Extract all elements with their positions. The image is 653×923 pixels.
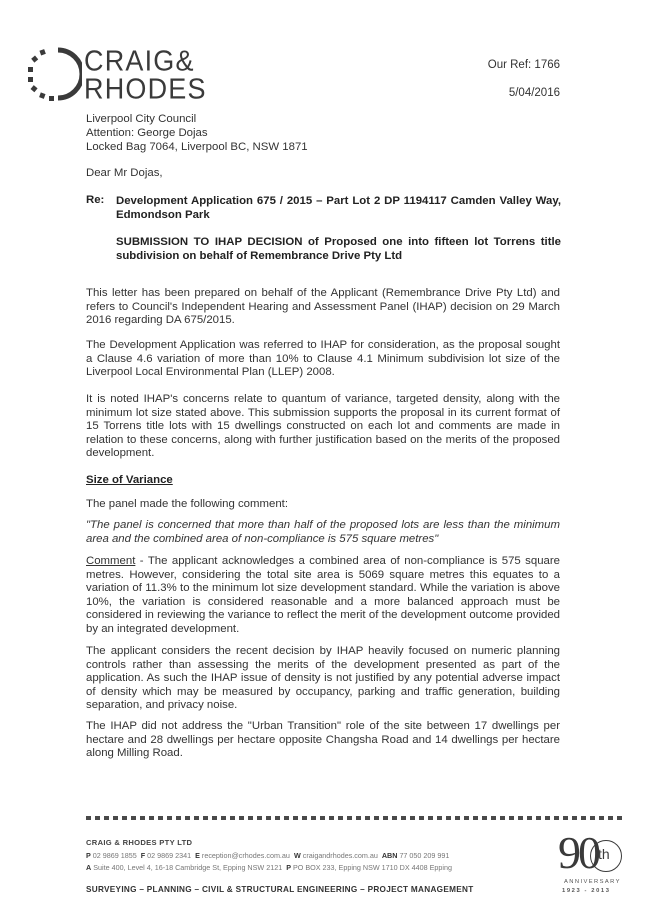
section-heading: Size of Variance xyxy=(86,474,173,486)
footer-divider xyxy=(86,816,623,820)
our-reference: Our Ref: 1766 xyxy=(487,59,560,71)
paragraph-concerns: It is noted IHAP's concerns relate to quantum of variance, targeted density, along with the minimum lot size stated above. This submission supports the proposal in its current format of 15 Torrens title lots with 15 dwellings constructed on each lot and comments are made in relation to these concerns, along with further justification based on the merits of the proposed development. xyxy=(86,393,560,460)
comment-label: Comment xyxy=(86,555,136,567)
footer-address-line xyxy=(86,863,452,872)
re-label: Re: xyxy=(86,194,105,206)
submission-title: SUBMISSION TO IHAP DECISION of Proposed one into fifteen lot Torrens title subdivision on behalf of Remembrance Drive Pty Ltd xyxy=(116,236,561,262)
web-link[interactable]: craigandrhodes.com.au xyxy=(302,851,378,860)
paragraph-referral: The Development Application was referred to IHAP for consideration, as the proposal sought a Clause 4.6 variation of more than 10% to Clause 4.1 Minimum subdivision lot size of the Liverpool Local Environmental Plan (LLEP) 2008. xyxy=(86,339,560,379)
abn-number: 77 050 209 991 xyxy=(399,851,450,860)
salutation: Dear Mr Dojas, xyxy=(86,167,163,179)
footer-company: CRAIG & RHODES PTY LTD xyxy=(86,838,193,847)
recipient-line2: Attention: George Dojas xyxy=(86,127,208,139)
email-label: E xyxy=(195,851,200,860)
logo-ring-icon xyxy=(24,46,82,102)
recipient-line3: Locked Bag 7064, Liverpool BC, NSW 1871 xyxy=(86,141,308,153)
logo-text-line2: RHODES xyxy=(84,73,207,105)
logo-text-line1: CRAIG& xyxy=(84,45,195,77)
anniversary-badge xyxy=(556,827,636,904)
po-box: PO BOX 233, Epping NSW 1710 DX 4408 Epping xyxy=(292,863,453,872)
letter-date: 5/04/2016 xyxy=(508,87,560,99)
paragraph-urban-transition: The IHAP did not address the "Urban Transition" role of the site between 17 dwellings per hectare and 28 dwellings per hectare opposite Changsha Road and 14 dwellings per hectare along Milling Road. xyxy=(86,720,560,760)
company-logo xyxy=(24,40,224,105)
fax-label: F xyxy=(140,851,146,860)
anniversary-years: 1923 - 2013 xyxy=(562,888,611,894)
recipient-line1: Liverpool City Council xyxy=(86,113,197,125)
anniversary-number: 90 xyxy=(558,827,598,878)
email-link[interactable]: reception@crhodes.com.au xyxy=(201,851,290,860)
paragraph-panel-comment: The panel made the following comment: xyxy=(86,498,288,510)
fax-number: 02 9869 2341 xyxy=(147,851,192,860)
paragraph-applicant: The applicant considers the recent decision by IHAP heavily focused on numeric planning controls rather than assessing the merits of the development presented as part of the application. As such the IHAP issue of density is not justified by any potential adverse impact of density which may be measured by occupancy, parking and traffic generation, building separation, and privacy noise. xyxy=(86,645,560,712)
paragraph-intro: This letter has been prepared on behalf of the Applicant (Remembrance Drive Pty Ltd) and refers to Council's Independent Hearing and Assessment Panel (IHAP) decision on 29 March 2016 regarding DA 675/2015. xyxy=(86,287,560,327)
street-address: Suite 400, Level 4, 16-18 Cambridge St, Epping NSW 2121 xyxy=(93,863,283,872)
abn-label: ABN xyxy=(381,851,398,860)
anniversary-label: ANNIVERSARY xyxy=(564,879,621,885)
phone-label: P xyxy=(86,851,91,860)
paragraph-comment xyxy=(86,555,560,637)
phone-number: 02 9869 1855 xyxy=(92,851,137,860)
address-label: A xyxy=(86,863,92,872)
footer-contact-line xyxy=(86,851,449,860)
comment-text: - The applicant acknowledges a combined area of non-compliance is 575 square metres. However, considering the total site area is 5069 square metres this equates to a variation of 11.3% to the minimum lot size development standard. While the variation is above 10%, the variation is considered reasonable and a more balanced approach must be considered in reviewing the variance to reflect the merit of the development outcome provided by an integrated development. xyxy=(86,555,560,635)
anniversary-suffix: th xyxy=(598,846,610,862)
re-subject: Development Application 675 / 2015 – Part Lot 2 DP 1194117 Camden Valley Way, Edmondson Park xyxy=(116,195,561,221)
web-label: W xyxy=(293,851,301,860)
panel-quote: "The panel is concerned that more than half of the proposed lots are less than the minimum area and the combined area of non-compliance is 575 square metres" xyxy=(86,519,560,545)
footer-services: SURVEYING – PLANNING – CIVIL & STRUCTURAL ENGINEERING – PROJECT MANAGEMENT xyxy=(86,885,474,894)
recipient-address xyxy=(86,112,308,154)
po-label: P xyxy=(286,863,291,872)
